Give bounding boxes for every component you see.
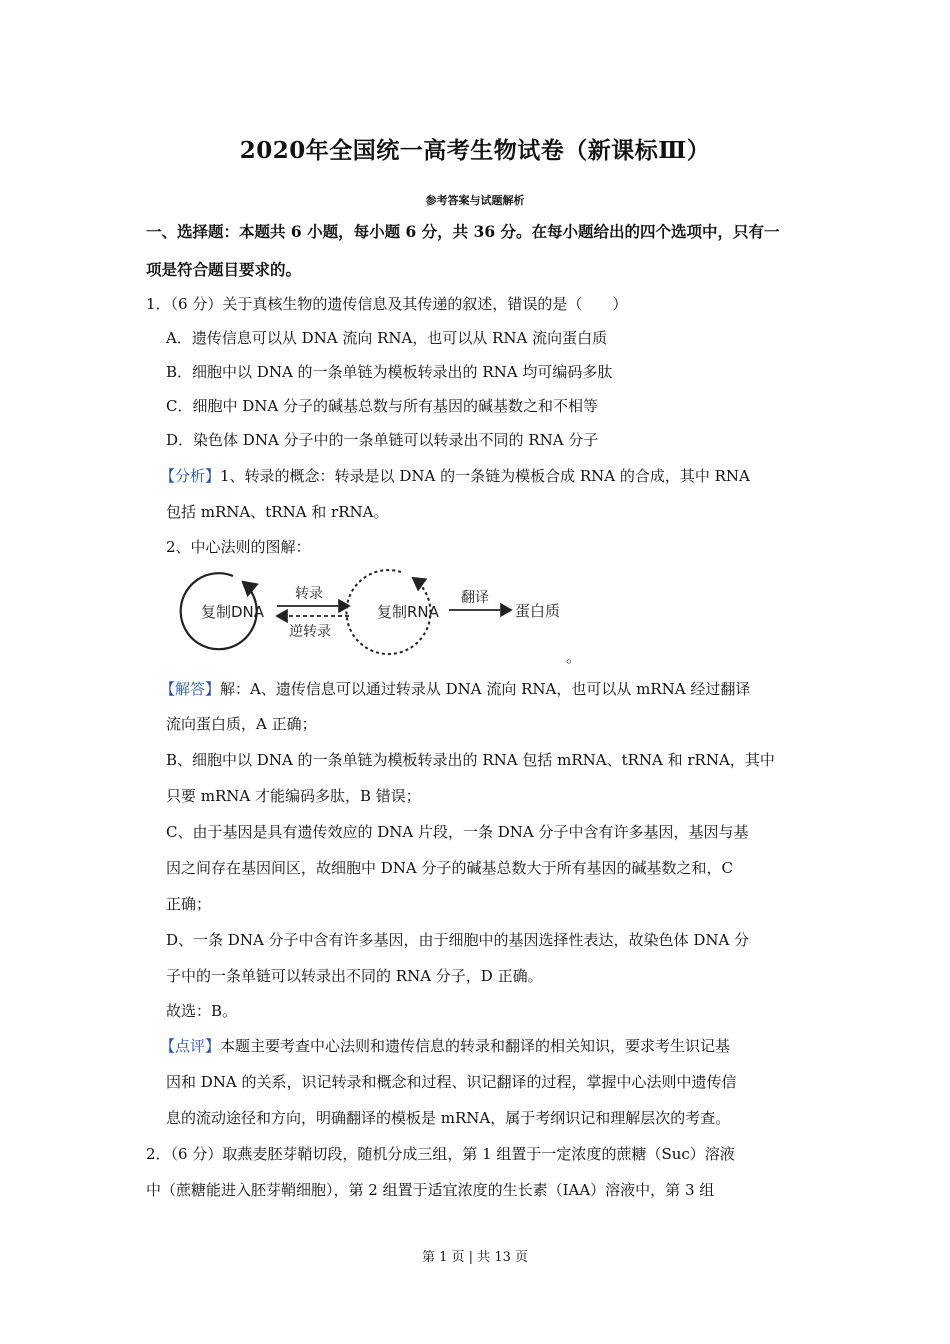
translation-label: 翻译: [461, 590, 489, 606]
question-1-stem: 1．（6 分）关于真核生物的遗传信息及其传递的叙述，错误的是（ ）: [146, 295, 628, 313]
transcription-label: 转录: [295, 586, 323, 602]
answer-line-7: 正确；: [166, 895, 212, 913]
comment-tag: 【点评】: [160, 1037, 221, 1055]
protein-label: 蛋白质: [515, 602, 561, 620]
section-header-line-1: 一、选择题：本题共 6 小题，每小题 6 分，共 36 分。在每小题给出的四个选项中，只有一: [146, 222, 780, 241]
comment-line-1: [160, 1035, 730, 1056]
answer-line-2: 流向蛋白质，A 正确；: [166, 715, 317, 733]
comment-line-3: 息的流动途径和方向，明确翻译的模板是 mRNA，属于考纲识记和理解层次的考查。: [166, 1109, 731, 1127]
analysis-line-1: [160, 465, 750, 486]
answer-text-1: 解：A、遗传信息可以通过转录从 DNA 流向 RNA，也可以从 mRNA 经过翻译: [220, 680, 751, 698]
question-1-option-b: B．细胞中以 DNA 的一条单链为模板转录出的 RNA 均可编码多肽: [166, 363, 613, 381]
dna-replication-label: 复制DNA: [201, 603, 265, 621]
answer-line-6: 因之间存在基因间区，故细胞中 DNA 分子的碱基总数大于所有基因的碱基数之和，C: [166, 859, 734, 877]
analysis-text-1: 1、转录的概念：转录是以 DNA 的一条链为模板合成 RNA 的合成，其中 RNA: [220, 467, 750, 485]
page-title: 2020年全国统一高考生物试卷（新课标Ⅲ）: [239, 137, 711, 164]
analysis-line-2: 包括 mRNA、tRNA 和 rRNA。: [166, 503, 389, 521]
answer-line-8: D、一条 DNA 分子中含有许多基因，由于细胞中的基因选择性表达，故染色体 DNA 分: [166, 931, 750, 949]
question-1-option-a: A．遗传信息可以从 DNA 流向 RNA，也可以从 RNA 流向蛋白质: [166, 329, 608, 347]
section-header-line-2: 项是符合题目要求的。: [146, 260, 302, 279]
comment-line-2: 因和 DNA 的关系，识记转录和概念和过程、识记翻译的过程，掌握中心法则中遗传信: [166, 1073, 737, 1091]
central-dogma-diagram: [163, 564, 583, 664]
rna-replication-label: 复制RNA: [377, 603, 439, 621]
question-2-line-1: 2．（6 分）取燕麦胚芽鞘切段，随机分成三组，第 1 组置于一定浓度的蔗糖（Suc）溶液: [146, 1145, 735, 1163]
answer-line-5: C、由于基因是具有遗传效应的 DNA 片段，一条 DNA 分子中含有许多基因，基因与基: [166, 823, 749, 841]
question-1-option-d: D．染色体 DNA 分子中的一条单链可以转录出不同的 RNA 分子: [166, 431, 599, 449]
comment-text-1: 本题主要考查中心法则和遗传信息的转录和翻译的相关知识，要求考生识记基: [220, 1037, 731, 1055]
answer-line-1: [160, 678, 750, 699]
analysis-tag: 【分析】: [160, 467, 221, 485]
page-subtitle: 参考答案与试题解析: [425, 194, 525, 207]
reverse-transcription-label: 逆转录: [289, 624, 331, 640]
answer-tag: 【解答】: [160, 680, 221, 698]
page-footer: 第 1 页 | 共 13 页: [422, 1250, 528, 1265]
answer-line-4: 只要 mRNA 才能编码多肽，B 错误；: [166, 787, 421, 805]
question-2-line-2: 中（蔗糖能进入胚芽鞘细胞），第 2 组置于适宜浓度的生长素（IAA）溶液中，第 3 组: [146, 1181, 715, 1199]
answer-line-9: 子中的一条单链可以转录出不同的 RNA 分子，D 正确。: [166, 967, 543, 985]
answer-line-10: 故选：B。: [166, 1002, 238, 1020]
question-1-option-c: C．细胞中 DNA 分子的碱基总数与所有基因的碱基数之和不相等: [166, 397, 598, 415]
answer-line-3: B、细胞中以 DNA 的一条单链为模板转录出的 RNA 包括 mRNA、tRNA 和 rRNA，其中: [166, 751, 775, 769]
diagram-trailing-mark: 。: [566, 648, 582, 666]
analysis-line-3: 2、中心法则的图解：: [166, 538, 311, 556]
